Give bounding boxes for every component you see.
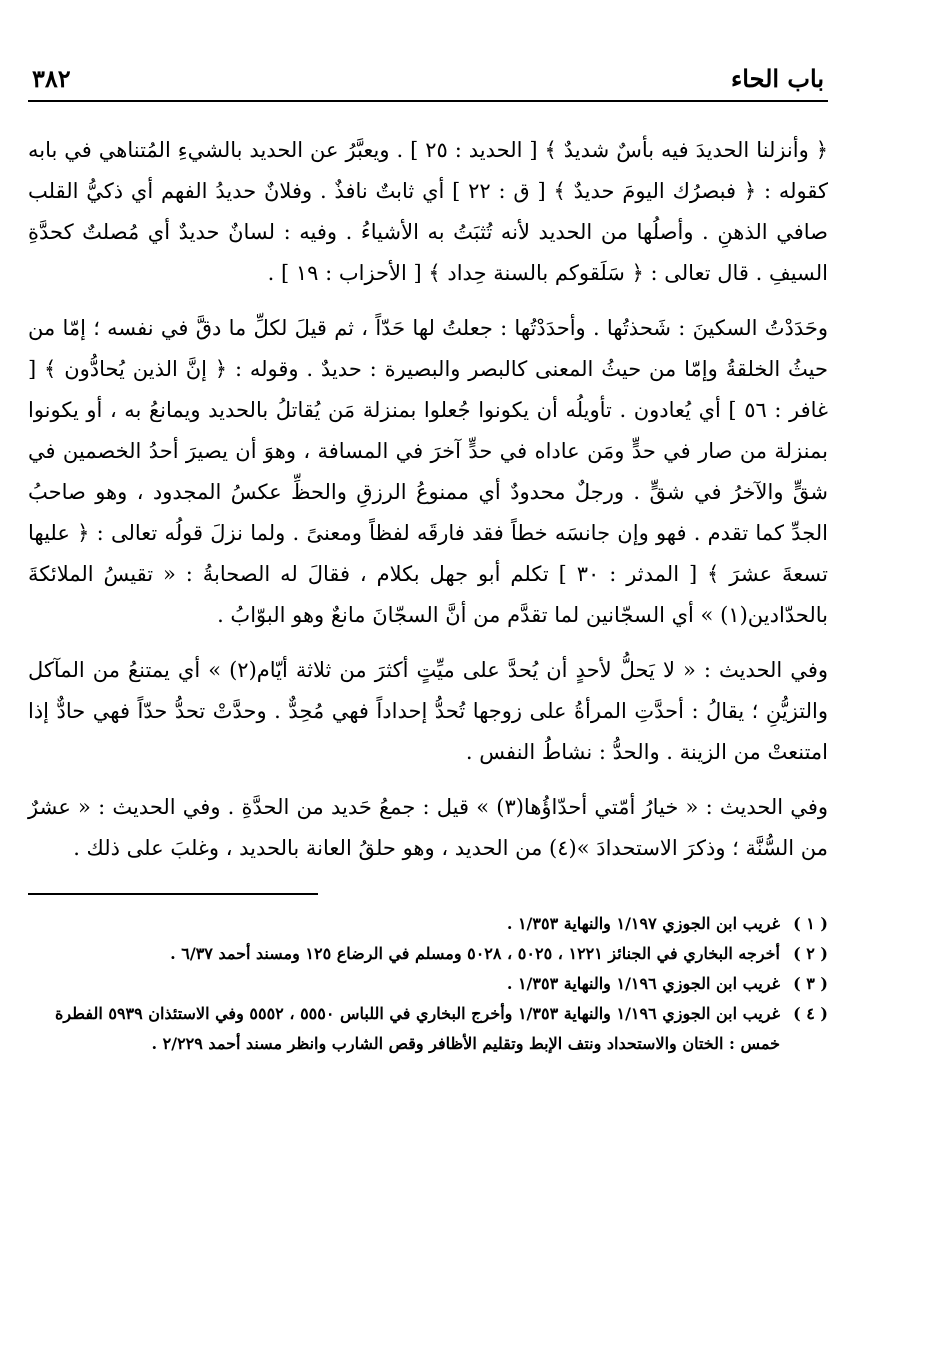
- footnote-text: غريب ابن الجوزي ١/١٩٦ والنهاية ١/٣٥٣ .: [506, 974, 780, 993]
- book-page: [28, 60, 828, 1340]
- paragraph: ﴿ وأنزلنا الحديدَ فيه بأسٌ شديدٌ ﴾ [ الحديد : ٢٥ ] . ويعبَّرُ عن الحديد بالشيءِ المُتناهي في بابه كقوله : ﴿ فبصرُك اليومَ حديدٌ ﴾ [ ق : ٢٢ ] أي ثابتٌ نافذٌ . وفلانٌ حديدُ الفهم أي ذكيُّ القلب صافي الذهنِ . وأصلُها من الحديد لأنه تُثبَتُ به الأشياءُ . وفيه : لسانٌ حديدٌ أي مُصلتٌ كحدَّةِ السيفِ . قال تعالى : ﴿ سَلَقوكم بالسنة حِداد ﴾ [ الأحزاب : ١٩ ] .: [28, 138, 828, 285]
- footnote-number: ( ١ ): [793, 914, 828, 933]
- main-text: [28, 130, 828, 869]
- footnote-text: غريب ابن الجوزي ١/١٩٦ والنهاية ١/٣٥٣ وأخرج البخاري في اللباس ٥٥٥٠ ، ٥٥٥٢ وفي الاستئذان ٥٩٣٩ الفطرة خمس : الختان والاستحداد ونتف الإبط وتقليم الأظافر وقص الشارب وانظر مسند أحمد ٢/٢٢٩ .: [55, 1004, 780, 1053]
- running-title: باب الحاء: [730, 64, 824, 93]
- paragraph: وفي الحديث : « خيارُ أمّتي أحدّاؤُها(٣) » قيل : جمعُ حَديد من الحدَّةِ . وفي الحديث : « عشرٌ من السُّنَّة ؛ وذكرَ الاستحدادَ »(٤) من الحديد ، وهو حلقُ العانة بالحديد ، وغلبَ على ذلك .: [28, 795, 828, 860]
- footnote-divider: [28, 893, 318, 895]
- footnote: [28, 909, 828, 939]
- footnote-text: أخرجه البخاري في الجنائز ١٢٢١ ، ٥٠٢٥ ، ٥٠٢٨ ومسلم في الرضاع ١٢٥ ومسند أحمد ٦/٣٧ .: [170, 944, 780, 963]
- footnote-number: ( ٤ ): [793, 1004, 828, 1023]
- footnote-text: غريب ابن الجوزي ١/١٩٧ والنهاية ١/٣٥٣ .: [506, 914, 780, 933]
- footnote-number: ( ٢ ): [793, 944, 828, 963]
- paragraph: وفي الحديث : « لا يَحلُّ لأحدٍ أن يُحدَّ على ميِّتٍ أكثرَ من ثلاثة أيّام(٢) » أي يمتنعُ من المآكل والتزيُّنِ ؛ يقالُ : أحدَّتِ المرأةُ على زوجها تُحدُّ إحداداً فهي مُحِدٌّ . وحدَّتْ تحدُّ حدّاً فهي حادٌّ إذا امتنعتْ من الزينة . والحدُّ : نشاطُ النفس .: [28, 658, 828, 764]
- footnote: [28, 969, 828, 999]
- paragraph: وحَدَدْتُ السكينَ : شَحذتُها . وأحدَدْتُها : جعلتُ لها حَدّاً ، ثم قيلَ لكلِّ ما دقَّ في نفسه ؛ إمّا من حيثُ الخلقةُ وإمّا من حيثُ المعنى كالبصر والبصيرة : حديدٌ . وقوله : ﴿ إنَّ الذين يُحادُّون ﴾ [ غافر : ٥٦ ] أي يُعادون . تأويلُه أن يكونوا جُعلوا بمنزلة مَن يُقاتلُ بالحديد ويمانعُ به ، أو يكونوا بمنزلة من صار في حدٍّ ومَن عاداه في حدٍّ آخرَ في المسافة ، وهوَ أن يصيرَ أحدُ الخصمين في شقٍّ والآخرُ في شقٍّ . ورجلٌ محدودٌ أي ممنوعُ الرزقِ والحظِّ عكسُ المجدود ، وهو صاحبُ الجدِّ كما تقدم . فهو وإن جانسَه خطاً فقد فارقَه لفظاً ومعنىً . ولما نزلَ قولُه تعالى : ﴿ عليها تسعةَ عشرَ ﴾ [ المدثر : ٣٠ ] تكلم أبو جهل بكلام ، فقالَ له الصحابةُ : « تقيسُ الملائكةَ بالحدّادين(١) » أي السجّانين لما تقدَّم من أنَّ السجّانَ مانعٌ وهو البوّابُ .: [28, 316, 828, 627]
- footnotes: [28, 909, 828, 1059]
- footnote: [28, 999, 828, 1059]
- footnote-number: ( ٣ ): [793, 974, 828, 993]
- footnote: [28, 939, 828, 969]
- page-header: [28, 60, 828, 102]
- page-number: ٣٨٢: [32, 64, 71, 93]
